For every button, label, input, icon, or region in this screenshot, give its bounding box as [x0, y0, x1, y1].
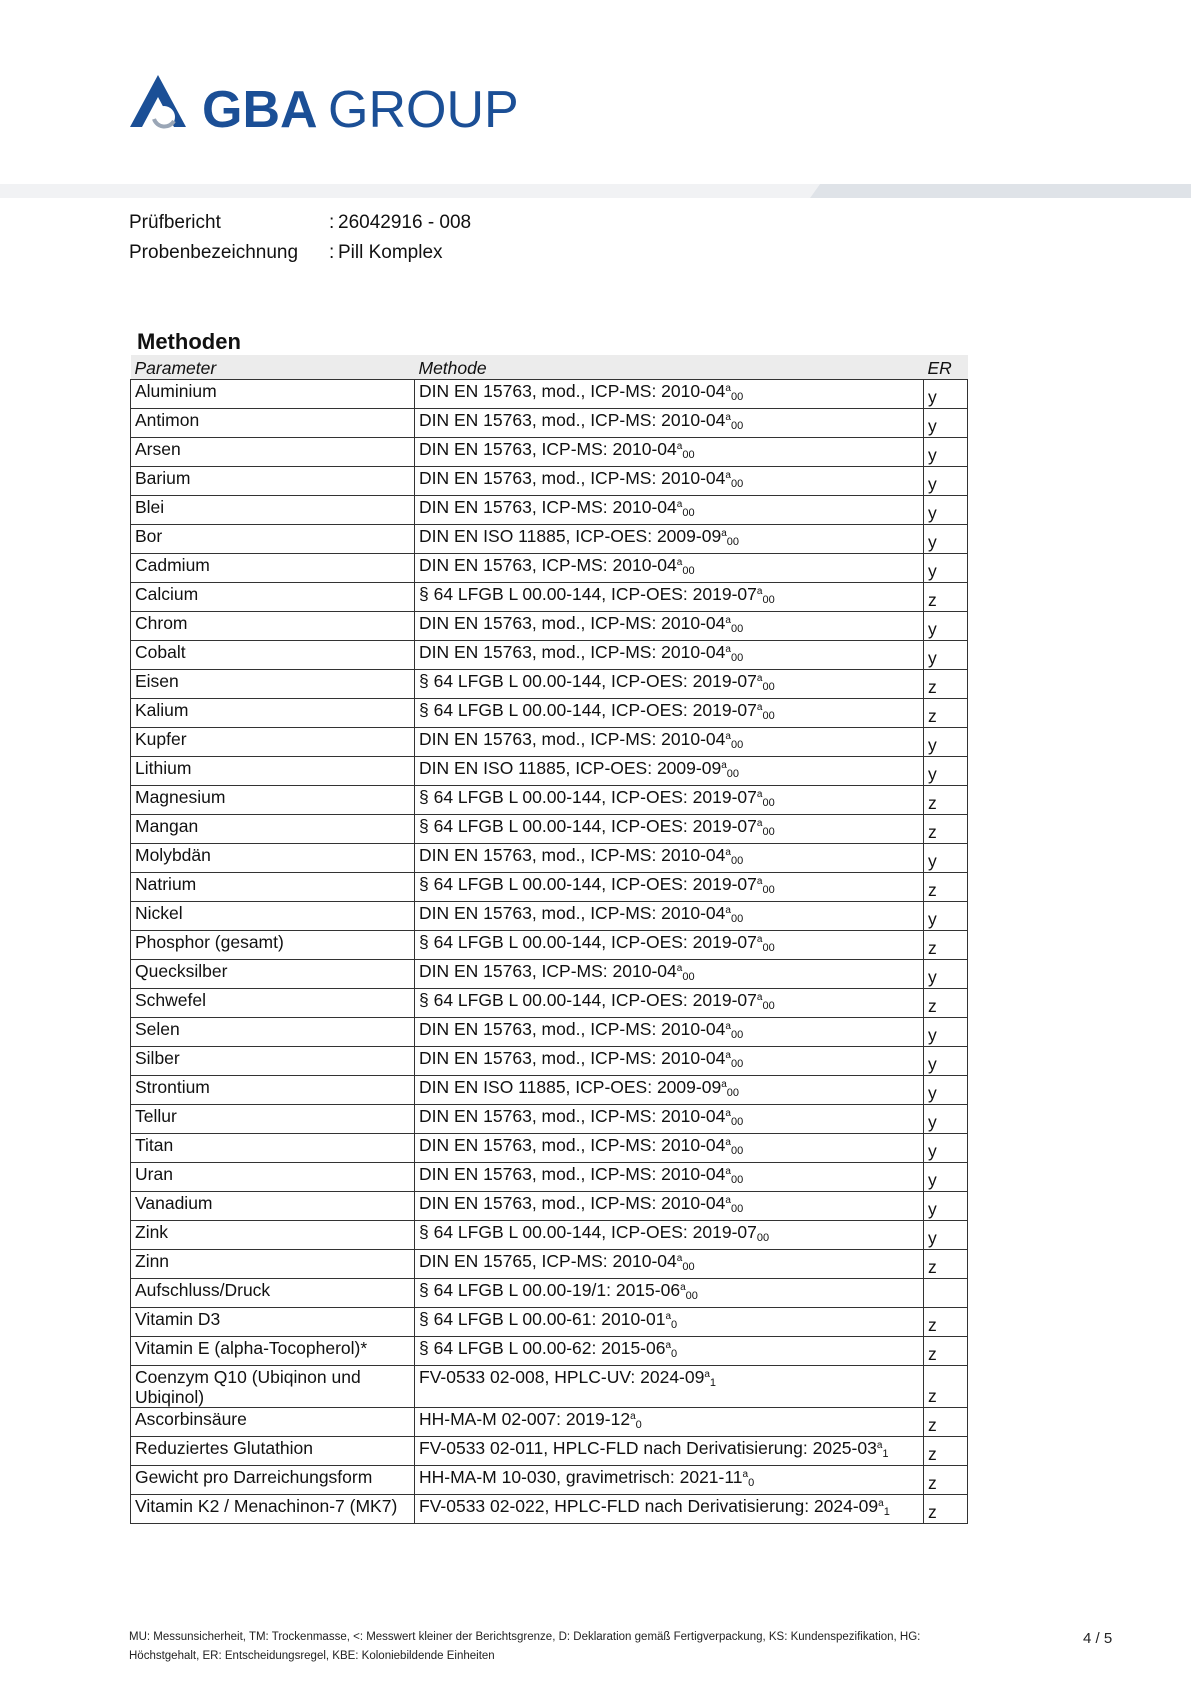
method-cell — [415, 1366, 924, 1408]
colon: : — [329, 242, 335, 263]
method-cell — [415, 1134, 924, 1163]
method-superscript: a — [725, 470, 731, 481]
table-header-row — [131, 355, 968, 380]
parameter-cell: Barium — [131, 467, 415, 496]
er-cell: y — [924, 1105, 968, 1134]
table-row — [131, 1105, 968, 1134]
method-cell — [415, 1018, 924, 1047]
parameter-cell: Nickel — [131, 902, 415, 931]
report-meta — [129, 208, 471, 268]
parameter-cell: Phosphor (gesamt) — [131, 931, 415, 960]
table-row — [131, 1076, 968, 1105]
er-cell: z — [924, 1308, 968, 1337]
method-subscript: 00 — [756, 1232, 770, 1244]
method-text: DIN EN ISO 11885, ICP-OES: 2009-09 — [419, 1077, 722, 1097]
parameter-cell: Antimon — [131, 409, 415, 438]
method-cell — [415, 583, 924, 612]
methods-table-body — [131, 380, 968, 1524]
parameter-cell: Calcium — [131, 583, 415, 612]
method-text: HH-MA-M 02-007: 2019-12 — [419, 1409, 631, 1429]
table-row — [131, 786, 968, 815]
colon: : — [329, 212, 335, 233]
parameter-cell: Kupfer — [131, 728, 415, 757]
parameter-cell: Molybdän — [131, 844, 415, 873]
method-text: HH-MA-M 10-030, gravimetrisch: 2021-11 — [419, 1467, 743, 1487]
er-cell: y — [924, 380, 968, 409]
method-superscript: a — [676, 963, 683, 974]
method-subscript: 00 — [726, 536, 739, 548]
method-cell — [415, 1221, 924, 1250]
er-cell: z — [924, 1495, 968, 1524]
table-row — [131, 612, 968, 641]
er-cell: y — [924, 438, 968, 467]
method-text: DIN EN 15763, mod., ICP-MS: 2010-04 — [419, 1164, 726, 1184]
parameter-cell: Selen — [131, 1018, 415, 1047]
method-text: DIN EN 15763, mod., ICP-MS: 2010-04 — [419, 642, 726, 662]
method-superscript: a — [676, 499, 683, 510]
method-cell — [415, 786, 924, 815]
table-row — [131, 1495, 968, 1524]
method-text: FV-0533 02-022, HPLC-FLD nach Derivatisierung: 2024-09 — [419, 1496, 879, 1516]
parameter-cell: Ascorbinsäure — [131, 1408, 415, 1437]
er-cell: y — [924, 1018, 968, 1047]
method-subscript: 00 — [730, 478, 744, 490]
table-row — [131, 1134, 968, 1163]
method-text: DIN EN 15763, mod., ICP-MS: 2010-04 — [419, 729, 726, 749]
method-subscript: 00 — [682, 507, 695, 519]
er-cell: z — [924, 670, 968, 699]
gba-triangle-logo-icon — [130, 75, 550, 145]
er-cell: y — [924, 1047, 968, 1076]
method-cell — [415, 1105, 924, 1134]
method-text: DIN EN 15763, mod., ICP-MS: 2010-04 — [419, 1193, 726, 1213]
method-subscript: 1 — [882, 1448, 889, 1460]
er-cell: y — [924, 525, 968, 554]
method-text: § 64 LFGB L 00.00-144, ICP-OES: 2019-07 — [419, 671, 757, 691]
method-superscript: a — [721, 760, 727, 771]
method-text: § 64 LFGB L 00.00-144, ICP-OES: 2019-07 — [419, 700, 757, 720]
method-text: DIN EN 15763, ICP-MS: 2010-04 — [419, 497, 677, 517]
table-row — [131, 1437, 968, 1466]
table-row — [131, 757, 968, 786]
method-superscript: a — [756, 789, 763, 800]
method-superscript: a — [725, 1021, 731, 1032]
table-row — [131, 1337, 968, 1366]
er-cell: y — [924, 612, 968, 641]
method-cell — [415, 989, 924, 1018]
table-row — [131, 1221, 968, 1250]
method-cell — [415, 438, 924, 467]
method-subscript: 00 — [682, 971, 695, 983]
method-superscript: a — [725, 1166, 731, 1177]
method-cell — [415, 467, 924, 496]
method-subscript: 0 — [671, 1319, 678, 1331]
parameter-cell: Lithium — [131, 757, 415, 786]
er-cell: y — [924, 1221, 968, 1250]
method-subscript: 00 — [685, 1290, 698, 1302]
method-text: DIN EN ISO 11885, ICP-OES: 2009-09 — [419, 758, 722, 778]
parameter-cell: Vitamin D3 — [131, 1308, 415, 1337]
method-text: § 64 LFGB L 00.00-144, ICP-OES: 2019-07 — [419, 874, 757, 894]
table-row — [131, 1466, 968, 1495]
logo-text-gba: GBA — [202, 81, 318, 139]
method-subscript: 00 — [730, 1029, 744, 1041]
parameter-cell: Magnesium — [131, 786, 415, 815]
method-superscript: a — [676, 1253, 683, 1264]
method-superscript: a — [721, 1079, 727, 1090]
table-row — [131, 641, 968, 670]
method-subscript: 00 — [762, 884, 775, 896]
method-cell — [415, 873, 924, 902]
method-cell — [415, 612, 924, 641]
method-cell — [415, 1047, 924, 1076]
er-cell — [924, 1279, 968, 1308]
method-superscript: a — [756, 876, 763, 887]
method-superscript: a — [756, 934, 763, 945]
parameter-cell: Zink — [131, 1221, 415, 1250]
table-row — [131, 699, 968, 728]
parameter-cell: Cobalt — [131, 641, 415, 670]
method-subscript: 00 — [762, 1000, 775, 1012]
method-text: § 64 LFGB L 00.00-144, ICP-OES: 2019-07 — [419, 932, 757, 952]
method-subscript: 00 — [730, 1203, 744, 1215]
method-cell — [415, 525, 924, 554]
method-superscript: a — [665, 1311, 672, 1322]
parameter-cell: Reduziertes Glutathion — [131, 1437, 415, 1466]
table-row — [131, 670, 968, 699]
parameter-cell: Uran — [131, 1163, 415, 1192]
method-cell — [415, 844, 924, 873]
method-superscript: a — [725, 412, 731, 423]
parameter-cell: Vanadium — [131, 1192, 415, 1221]
table-row — [131, 1279, 968, 1308]
table-row — [131, 409, 968, 438]
method-superscript: a — [665, 1340, 672, 1351]
method-cell — [415, 1279, 924, 1308]
table-row — [131, 438, 968, 467]
table-row — [131, 583, 968, 612]
method-subscript: 1 — [709, 1377, 717, 1389]
method-superscript: a — [725, 905, 731, 916]
logo-text-group: GROUP — [328, 81, 519, 139]
method-cell — [415, 1163, 924, 1192]
method-superscript: a — [725, 1195, 731, 1206]
method-cell — [415, 757, 924, 786]
parameter-cell: Chrom — [131, 612, 415, 641]
er-cell: z — [924, 1337, 968, 1366]
er-cell: y — [924, 1134, 968, 1163]
sample-name-row — [129, 238, 471, 268]
method-subscript: 00 — [762, 826, 775, 838]
report-number-value: 26042916 - 008 — [338, 212, 472, 233]
method-subscript: 00 — [762, 942, 775, 954]
method-text: DIN EN ISO 11885, ICP-OES: 2009-09 — [419, 526, 722, 546]
method-cell — [415, 1495, 924, 1524]
method-subscript: 00 — [730, 391, 744, 403]
parameter-cell: Schwefel — [131, 989, 415, 1018]
method-superscript: a — [680, 1282, 686, 1293]
parameter-cell: Kalium — [131, 699, 415, 728]
parameter-cell: Blei — [131, 496, 415, 525]
method-text: DIN EN 15763, mod., ICP-MS: 2010-04 — [419, 845, 726, 865]
method-cell — [415, 1337, 924, 1366]
page-number: 4 / 5 — [1083, 1630, 1113, 1647]
method-subscript: 00 — [730, 1174, 744, 1186]
method-superscript: a — [756, 673, 763, 684]
method-text: DIN EN 15763, ICP-MS: 2010-04 — [419, 555, 677, 575]
method-text: § 64 LFGB L 00.00-144, ICP-OES: 2019-07 — [419, 1222, 757, 1242]
method-subscript: 00 — [730, 1058, 744, 1070]
table-row — [131, 525, 968, 554]
method-subscript: 00 — [762, 594, 775, 606]
method-superscript: a — [676, 441, 683, 452]
method-text: DIN EN 15763, mod., ICP-MS: 2010-04 — [419, 1135, 726, 1155]
method-subscript: 00 — [682, 565, 695, 577]
methods-table — [130, 355, 968, 1524]
section-title: Methoden — [137, 329, 241, 354]
method-cell — [415, 960, 924, 989]
sample-name-label: Probenbezeichnung — [129, 242, 299, 263]
header-parameter: Parameter — [131, 355, 415, 380]
method-subscript: 0 — [748, 1477, 755, 1489]
table-row — [131, 380, 968, 409]
method-text: DIN EN 15763, mod., ICP-MS: 2010-04 — [419, 613, 726, 633]
method-cell — [415, 496, 924, 525]
parameter-cell: Aufschluss/Druck — [131, 1279, 415, 1308]
method-subscript: 00 — [762, 797, 775, 809]
er-cell: z — [924, 873, 968, 902]
parameter-cell: Eisen — [131, 670, 415, 699]
report-number-label: Prüfbericht — [129, 212, 221, 233]
er-cell: y — [924, 902, 968, 931]
table-row — [131, 844, 968, 873]
method-text: DIN EN 15763, mod., ICP-MS: 2010-04 — [419, 1019, 726, 1039]
er-cell: z — [924, 1366, 968, 1408]
method-superscript: a — [725, 644, 731, 655]
er-cell: y — [924, 641, 968, 670]
method-cell — [415, 409, 924, 438]
method-superscript: a — [876, 1440, 883, 1451]
method-text: § 64 LFGB L 00.00-62: 2015-06 — [419, 1338, 666, 1358]
er-cell: y — [924, 554, 968, 583]
parameter-cell: Vitamin K2 / Menachinon-7 (MK7) — [131, 1495, 415, 1524]
table-row — [131, 931, 968, 960]
method-text: DIN EN 15763, mod., ICP-MS: 2010-04 — [419, 903, 726, 923]
method-superscript: a — [878, 1498, 884, 1509]
parameter-cell: Vitamin E (alpha-Tocopherol)* — [131, 1337, 415, 1366]
method-superscript: a — [725, 615, 731, 626]
method-subscript: 00 — [762, 681, 775, 693]
er-cell: y — [924, 409, 968, 438]
method-cell — [415, 815, 924, 844]
method-superscript: a — [725, 1108, 731, 1119]
method-text: FV-0533 02-011, HPLC-FLD nach Derivatisierung: 2025-03 — [419, 1438, 877, 1458]
method-text: DIN EN 15763, mod., ICP-MS: 2010-04 — [419, 410, 726, 430]
method-subscript: 00 — [730, 652, 744, 664]
table-row — [131, 960, 968, 989]
er-cell: y — [924, 960, 968, 989]
method-subscript: 1 — [883, 1506, 890, 1518]
table-row — [131, 1408, 968, 1437]
method-subscript: 0 — [635, 1419, 642, 1431]
method-superscript: a — [725, 847, 731, 858]
method-subscript: 00 — [730, 1145, 744, 1157]
gba-group-logo — [130, 75, 550, 145]
table-row — [131, 815, 968, 844]
parameter-cell: Titan — [131, 1134, 415, 1163]
method-text: § 64 LFGB L 00.00-144, ICP-OES: 2019-07 — [419, 584, 757, 604]
method-subscript: 00 — [726, 1087, 739, 1099]
method-superscript: a — [756, 818, 763, 829]
er-cell: y — [924, 1192, 968, 1221]
method-subscript: 00 — [730, 420, 744, 432]
parameter-cell: Aluminium — [131, 380, 415, 409]
er-cell: z — [924, 931, 968, 960]
er-cell: y — [924, 728, 968, 757]
method-text: § 64 LFGB L 00.00-144, ICP-OES: 2019-07 — [419, 816, 757, 836]
er-cell: y — [924, 1163, 968, 1192]
er-cell: z — [924, 815, 968, 844]
er-cell: y — [924, 757, 968, 786]
er-cell: y — [924, 1076, 968, 1105]
header-methode: Methode — [415, 355, 924, 380]
sample-name-value: Pill Komplex — [338, 242, 443, 263]
method-superscript: a — [630, 1411, 636, 1422]
parameter-cell: Zinn — [131, 1250, 415, 1279]
method-text: DIN EN 15763, mod., ICP-MS: 2010-04 — [419, 1048, 726, 1068]
table-row — [131, 873, 968, 902]
report-number-row — [129, 208, 471, 238]
method-subscript: 00 — [762, 710, 775, 722]
method-text: § 64 LFGB L 00.00-144, ICP-OES: 2019-07 — [419, 787, 757, 807]
method-cell — [415, 1076, 924, 1105]
parameter-cell: Quecksilber — [131, 960, 415, 989]
table-row — [131, 467, 968, 496]
method-superscript: a — [725, 383, 731, 394]
method-subscript: 00 — [682, 1261, 695, 1273]
method-subscript: 00 — [682, 449, 695, 461]
parameter-cell: Gewicht pro Darreichungsform — [131, 1466, 415, 1495]
method-superscript: a — [725, 731, 731, 742]
er-cell: z — [924, 786, 968, 815]
method-text: § 64 LFGB L 00.00-144, ICP-OES: 2019-07 — [419, 990, 757, 1010]
table-row — [131, 1366, 968, 1408]
method-cell — [415, 641, 924, 670]
method-text: DIN EN 15763, ICP-MS: 2010-04 — [419, 961, 677, 981]
er-cell: y — [924, 467, 968, 496]
method-text: DIN EN 15763, mod., ICP-MS: 2010-04 — [419, 381, 726, 401]
parameter-cell: Mangan — [131, 815, 415, 844]
method-text: DIN EN 15763, mod., ICP-MS: 2010-04 — [419, 468, 726, 488]
method-cell — [415, 670, 924, 699]
method-superscript: a — [742, 1469, 749, 1480]
er-cell: z — [924, 1250, 968, 1279]
table-row — [131, 1192, 968, 1221]
method-text: § 64 LFGB L 00.00-19/1: 2015-06 — [419, 1280, 681, 1300]
method-cell — [415, 902, 924, 931]
parameter-cell: Tellur — [131, 1105, 415, 1134]
method-superscript: a — [725, 1050, 731, 1061]
method-cell — [415, 380, 924, 409]
method-superscript: a — [756, 586, 763, 597]
method-cell — [415, 699, 924, 728]
method-superscript: a — [756, 992, 763, 1003]
table-row — [131, 554, 968, 583]
method-superscript: a — [676, 557, 683, 568]
er-cell: z — [924, 583, 968, 612]
er-cell: z — [924, 1437, 968, 1466]
table-row — [131, 728, 968, 757]
method-cell — [415, 1466, 924, 1495]
method-cell — [415, 1192, 924, 1221]
table-row — [131, 1018, 968, 1047]
method-superscript: a — [725, 1137, 731, 1148]
table-row — [131, 1163, 968, 1192]
parameter-cell: Cadmium — [131, 554, 415, 583]
table-row — [131, 1308, 968, 1337]
footer-abbreviations: MU: Messunsicherheit, TM: Trockenmasse, <: Messwert kleiner der Berichtsgrenze, D: Deklaration gemäß Fertigverpackung, KS: Kundenspezifikation, HG: Höchstgehalt, ER: Entscheidungsregel, KBE: Koloniebildende Einheiten — [129, 1631, 921, 1662]
method-subscript: 00 — [726, 768, 739, 780]
parameter-cell: Natrium — [131, 873, 415, 902]
er-cell: z — [924, 1466, 968, 1495]
parameter-cell: Strontium — [131, 1076, 415, 1105]
method-text: DIN EN 15763, ICP-MS: 2010-04 — [419, 439, 677, 459]
method-cell — [415, 1437, 924, 1466]
parameter-cell: Arsen — [131, 438, 415, 467]
table-row — [131, 902, 968, 931]
er-cell: z — [924, 699, 968, 728]
parameter-cell: Coenzym Q10 (Ubiqinon und Ubiqinol) — [131, 1366, 415, 1408]
method-subscript: 00 — [730, 1116, 744, 1128]
method-text: § 64 LFGB L 00.00-61: 2010-01 — [419, 1309, 666, 1329]
method-cell — [415, 1250, 924, 1279]
method-cell — [415, 554, 924, 583]
er-cell: z — [924, 989, 968, 1018]
table-row — [131, 1047, 968, 1076]
parameter-cell: Bor — [131, 525, 415, 554]
er-cell: z — [924, 1408, 968, 1437]
method-text: DIN EN 15763, mod., ICP-MS: 2010-04 — [419, 1106, 726, 1126]
method-cell — [415, 728, 924, 757]
method-cell — [415, 931, 924, 960]
method-subscript: 00 — [730, 913, 744, 925]
method-subscript: 0 — [671, 1348, 678, 1360]
header-er: ER — [924, 355, 968, 380]
er-cell: y — [924, 844, 968, 873]
method-subscript: 00 — [730, 739, 744, 751]
method-superscript: a — [721, 528, 727, 539]
method-subscript: 00 — [730, 855, 744, 867]
method-text: FV-0533 02-008, HPLC-UV: 2024-09 — [419, 1367, 705, 1387]
method-cell — [415, 1408, 924, 1437]
parameter-cell: Silber — [131, 1047, 415, 1076]
er-cell: y — [924, 496, 968, 525]
table-row — [131, 496, 968, 525]
method-cell — [415, 1308, 924, 1337]
method-subscript: 00 — [730, 623, 744, 635]
header-band — [0, 184, 1191, 198]
table-row — [131, 989, 968, 1018]
method-superscript: a — [704, 1369, 710, 1380]
method-text: DIN EN 15765, ICP-MS: 2010-04 — [419, 1251, 677, 1271]
table-row — [131, 1250, 968, 1279]
method-superscript: a — [756, 702, 763, 713]
